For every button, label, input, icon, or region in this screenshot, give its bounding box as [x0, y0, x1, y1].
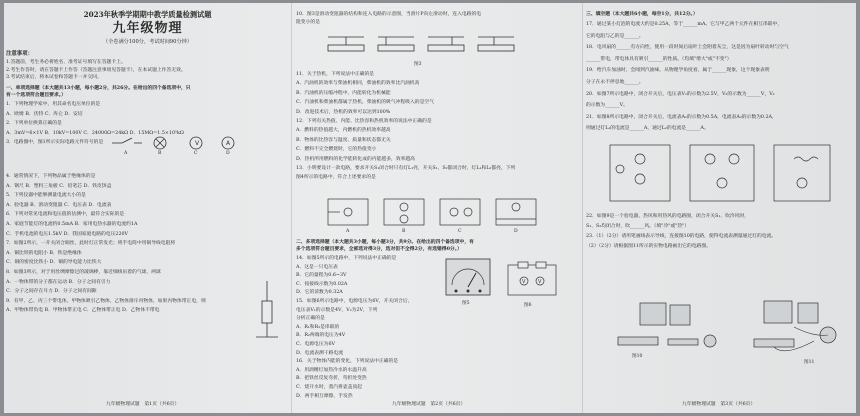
page-1-footer: 九年级物理试题 第1页（共6页）	[106, 402, 180, 407]
text-line: C．汽油机和柴油机都属于热机，柴油机的吸气冲程吸入的是空气	[296, 100, 434, 106]
text-line: C．按接线示数为0.02A	[296, 281, 348, 287]
text-line: 3.考试结束后，将本试卷和答题卡一并交回。	[6, 75, 102, 80]
svg-text:V: V	[538, 279, 542, 285]
page-2-footer: 九年级物理试题 第2页（共6页）	[392, 402, 466, 407]
scoring-note: （全卷满分100分，考试时间90分钟）	[102, 39, 193, 45]
text-line: S₁、S₂均闭合时，吹______风。（填"冷"或"热"）	[586, 224, 690, 229]
text-line: 1．下列物理学家中，用其命名电压单位的是	[6, 102, 101, 107]
text-line: D．热机所用燃料的化学能转化成的内能越多，效率越高	[296, 156, 415, 162]
text-line: 16．关于物体内能的变化，下列说法中正确的是	[296, 359, 399, 365]
text-line: 19．给汽车加油时，会闻到汽油味，从物理学角度看，属于______现象，这个现象表明	[586, 68, 770, 74]
text-line: 电压表V₁的示数是4V，V₂为2V，下列	[296, 307, 378, 313]
figure-7-8-circuits	[606, 139, 836, 209]
text-line: 12．下列有关热值、内能、比热容和热机效率的说法中正确的是	[296, 119, 432, 124]
figure-3-caption: 图3	[414, 62, 422, 67]
text-line: （2）（2分）请根据图11所示的实物电路画出它的电路图。	[586, 244, 711, 249]
page-3-footer: 九年级物理试题 第3页（共6页）	[682, 402, 756, 407]
text-line: 13．小明要设计一款电路，要求开关S₁闭合时只有灯L₁亮，开关S₁、S₂都闭合时，灯L₁和L₂都亮，下列	[296, 166, 516, 171]
text-line: A．R₁和R₂是串联的	[296, 324, 340, 330]
text-line: 15．如图6所示电路中，电源电压为6V，开关闭合后，	[296, 299, 413, 304]
text-line: A．甲物体带负电 B．甲物体带正电 C．乙物体带正电 D．乙物体不带电	[6, 308, 160, 314]
section1-heading: 一、单项选择题（本大题共13小题，每小题2分，共26分。在给出的四个备选项中，只	[6, 85, 191, 91]
text-line: 20．如图7所示电路中，闭合开关后，电压表V₁的示数为2.5V，V₂的示数为______V，V₂	[586, 91, 775, 97]
fig4-label-b: B	[402, 229, 406, 234]
fig4-label-a: A	[346, 229, 350, 234]
exam-sheet	[4, 3, 856, 413]
svg-text:A: A	[226, 140, 231, 147]
fig1-label-b: B	[158, 151, 162, 156]
svg-text:V: V	[522, 279, 526, 285]
section1-heading-2: 有一个选项符合题目要求。）	[6, 92, 66, 98]
text-line: A．家庭节能灯的电流约0.5mA B．家用电热水器的电流约1A	[6, 222, 138, 227]
text-line: B．物体的比热容与温度、质量和状态都无关	[296, 137, 391, 143]
column-page-2	[296, 9, 578, 407]
text-line: A．3mV=6×1V B．10kV=100V C．24000Ω=24kΩ D．15MΩ=1.5×10⁵kΩ	[6, 130, 184, 136]
subject-title: 九年级物理	[112, 21, 183, 36]
fig4-label-d: D	[514, 229, 518, 234]
text-line: 3．电路图中，图1所示实际电路元件符号的是	[6, 140, 104, 146]
text-line: C．分子之间存在斥力 D．分子之间有间隙	[6, 289, 97, 295]
text-line: 分析正确的是	[296, 316, 325, 322]
text-line: 14．如图5所示的电路中，下列说法中正确的是	[296, 256, 397, 261]
text-line: A．钢尺 B．塑料三角板 C．铅笔芯 D．铁皮饼盒	[6, 183, 112, 189]
text-line: A．这是一只电压表	[296, 264, 338, 270]
text-line: 17．通过某小灯泡的电流大约是0.25A，等于______mA。它与甲乙两个元件在相互串联中，	[586, 22, 783, 27]
text-line: B．把铁丝反复弯折，弯折处变热	[296, 376, 367, 382]
text-line: 的示数为______V。	[586, 103, 628, 109]
text-line: A．铜比铁的电阻小 B．铁是绝缘体	[6, 250, 82, 256]
text-line: B．它的量程为0.6~3V	[296, 273, 347, 279]
text-line: 2.考生作答时，请在答题卡上作答（答题注意事项见答题卡），在本试题上作答无效。	[6, 67, 186, 73]
figure-10-11-apparatus	[614, 291, 850, 365]
text-line: 8．如图3所示，对于用丝绸摩擦过的玻璃棒，靠近细线吊着的气球，两球	[6, 270, 161, 275]
text-line: C．铜的密度比铁小 D．铜的导电能力比铁大	[6, 260, 102, 266]
text-line: B．汽油机的压缩冲程中，内能转化为机械能	[296, 90, 391, 96]
notes-heading: 注意事项：	[6, 51, 33, 57]
section3-heading: 三、填空题（本大题共6小题，每空1分，共12分。）	[586, 11, 698, 17]
figure-4-circuits	[324, 195, 550, 234]
exam-title: 2023年秋季学期期中教学质量检测试题	[83, 10, 212, 19]
text-line: 11．关于热机，下列说法中正确的是	[296, 72, 375, 77]
page-divider-1	[291, 3, 292, 413]
fig4-label-c: C	[458, 229, 462, 234]
text-line: 23.（1）（2分）请用笔画线表示导线，连接图10的电路，使得电流表测量通过灯的电流。	[586, 234, 777, 239]
figure-6-circuit	[504, 261, 560, 308]
page-divider-2	[582, 3, 583, 413]
text-line: 22．如图9是一个验电器，热风和用热风的电路图，闭合开关S₁、吹冷风时，	[586, 214, 750, 219]
text-line: 图4所示的电路中，符合上述要求的是	[296, 175, 376, 181]
column-page-1	[6, 9, 289, 407]
text-line: 2．下列单位换算正确的是	[6, 121, 62, 127]
text-line: D．两手相互摩擦，手发热	[296, 393, 353, 399]
text-line: 阻变小的是	[296, 20, 320, 25]
text-line: 6．下列对常见电流和电压值的估测中，最符合实际的是	[6, 212, 125, 218]
svg-text:V: V	[195, 140, 200, 147]
text-line: A．欧姆 B．伏特 C．库仑 D．安培	[6, 111, 83, 117]
figure-5-meter	[444, 257, 492, 306]
text-line: D．它的读数为0.32A	[296, 290, 343, 296]
figure-5-caption: 图5	[462, 301, 470, 306]
text-line: A．一物体带的分子都在运动 B．分子之间有引力	[6, 279, 111, 285]
figure-6-caption: 图6	[524, 303, 532, 308]
text-line: C．燃料不完全燃烧时，它的热值变小	[296, 147, 377, 153]
text-line: ______带电，带电体具有吸引______的性质。（均填"增大"或"不变"）	[586, 56, 732, 62]
text-line: 4．通常情况下，下列物品属于绝缘体的是	[6, 174, 96, 179]
text-line: 7．如图2所示，一开关闭合铜丝，此时灯正常发光；将手电筒中用铜导线电阻将	[6, 241, 176, 247]
text-line: 21．如图8所示电路中，闭合开关后，电流表A₁的示数为0.5A，电流表A₂的示数为0.2A，	[586, 114, 777, 120]
text-line: 9．有甲、乙、丙三个带电体，甲物体吸引乙物体，乙物体排斥丙物体，如果丙物体带正电，则	[6, 298, 206, 304]
fig1-label-c: C	[194, 151, 198, 156]
text-line: A．用酒精灯加热冷水的水温升高	[296, 367, 367, 373]
text-line: 1.答题前，考生务必将姓名、准考证号填写在答题卡上。	[6, 60, 126, 65]
fig1-label-d: D	[226, 151, 230, 156]
text-line: 则通过灯L₁的电流是______A，通过L₂的电流是______A。	[586, 126, 709, 132]
figure-2-apparatus	[252, 281, 282, 341]
text-line: A．燃料的热值越大，内燃机的热机效率越高	[296, 128, 391, 134]
fig1-label-a: A	[124, 151, 128, 156]
text-line: 10．图3是滑动变阻器的结构和连入电路的示意图，当滑片P向左滑动时，连入电路的电	[296, 12, 482, 17]
text-line: D．电流表测干路电流	[296, 350, 344, 356]
column-page-3	[586, 9, 852, 407]
section2-heading-2: 多个选项符合题目要求，全部选对得3分，选对但不全得2分，有选错得0分。）	[296, 246, 462, 252]
text-line: 分子在永不停息地______。	[586, 80, 644, 85]
text-line: 它的电阻与乙的是______。	[586, 33, 644, 39]
figure-1-symbols	[108, 133, 248, 159]
text-line: B．R₂两端的电压为4V	[296, 333, 346, 339]
section2-heading: 二、多项选择题（本大题共3小题，每小题3分，共9分。在给出的四个备选项中，有	[296, 239, 474, 245]
text-line: 18．电风扇的______有方向性，使用一段时间后扇叶上会附着灰尘，这是因为扇叶转动时与空气	[586, 45, 789, 51]
text-line: A．汽油机的效率与柴油机相同，柴油机的效率比汽油机高	[296, 81, 420, 87]
text-line: D．改进技术后，热机的效率可以达到100%	[296, 109, 391, 115]
text-line: C．手机电池的电压1.5kV D．我国家庭电路的电压220V	[6, 231, 129, 237]
figure-11-caption: 图11	[804, 360, 815, 365]
text-line: 5．下列仪器中能够测量电流大小的是	[6, 193, 86, 199]
text-line: C．电源电压为6V	[296, 342, 335, 347]
figure-10-caption: 图10	[632, 354, 643, 359]
text-line: C．烧开水时，蒸汽将壶盖顶起	[296, 385, 363, 390]
text-line: A．验电器 B．滑动变阻器 C．电压表 D．电流表	[6, 202, 112, 208]
figure-3-rheostats	[324, 31, 524, 65]
